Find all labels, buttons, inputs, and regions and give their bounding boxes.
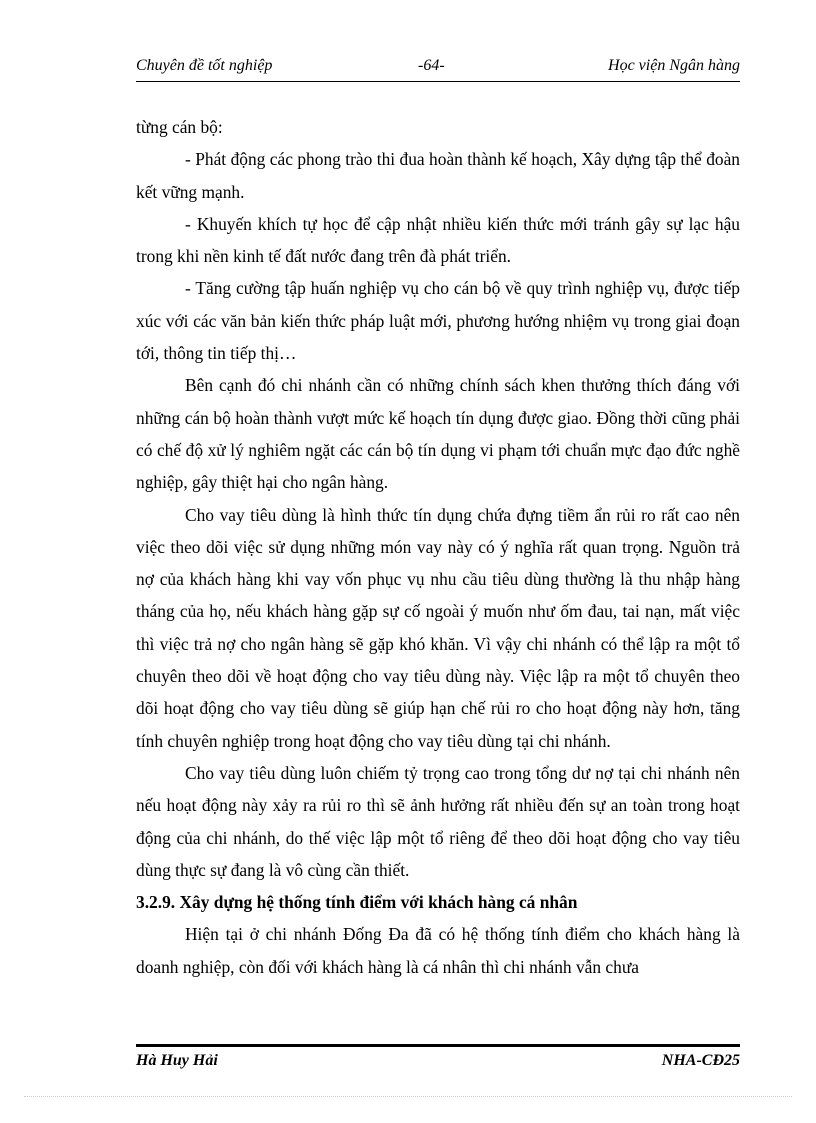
footer-author: Hà Huy Hải bbox=[136, 1052, 218, 1069]
section-heading: 3.2.9. Xây dựng hệ thống tính điểm với khách hàng cá nhân bbox=[136, 892, 578, 913]
page-bottom-border bbox=[24, 1096, 792, 1097]
header-institution: Học viện Ngân hàng bbox=[608, 57, 740, 74]
document-body bbox=[136, 111, 740, 983]
bullet-paragraph-2: - Khuyến khích tự học để cập nhật nhiều kiến thức mới tránh gây sự lạc hậu trong khi nền kinh tế đất nước đang trên đà phát triển. bbox=[136, 213, 740, 267]
footer-rule bbox=[136, 1044, 740, 1047]
paragraph-consumer-lending-share: Cho vay tiêu dùng luôn chiếm tỷ trọng cao trong tổng dư nợ tại chi nhánh nên nếu hoạt động này xảy ra rủi ro thì sẽ ảnh hưởng rất nhiều đến sự an toàn trong hoạt động của chi nhánh, do thế việc lập một tổ riêng để theo dõi hoạt động cho vay tiêu dùng thực sự đang là vô cùng cần thiết. bbox=[136, 762, 740, 880]
paragraph-continuation: từng cán bộ: bbox=[136, 117, 223, 137]
page-footer bbox=[136, 1052, 740, 1074]
header-page-number: -64- bbox=[418, 57, 445, 74]
paragraph-rewards: Bên cạnh đó chi nhánh cần có những chính sách khen thưởng thích đáng với những cán bộ hoàn thành vượt mức kế hoạch tín dụng được giao. Đồng thời cũng phải có chế độ xử lý nghiêm ngặt các cán bộ tín dụng vi phạm tới chuẩn mực đạo đức nghề nghiệp, gây thiệt hại cho ngân hàng. bbox=[136, 375, 740, 493]
header-document-type: Chuyên đề tốt nghiệp bbox=[136, 57, 273, 74]
bullet-paragraph-1: - Phát động các phong trào thi đua hoàn thành kế hoạch, Xây dựng tập thể đoàn kết vững mạnh. bbox=[136, 149, 740, 202]
paragraph-consumer-lending-risk: Cho vay tiêu dùng là hình thức tín dụng chứa đựng tiềm ẩn rủi ro rất cao nên việc theo dõi việc sử dụng những món vay này có ý nghĩa rất quan trọng. Nguồn trả nợ của khách hàng khi vay vốn phục vụ nhu cầu tiêu dùng thường là thu nhập hàng tháng của họ, nếu khách hàng gặp sự cố ngoài ý muốn như ốm đau, tai nạn, mất việc thì việc trả nợ cho ngân hàng sẽ gặp khó khăn. Vì vậy chi nhánh có thể lập ra một tổ chuyên theo dõi về hoạt động cho vay tiêu dùng này. Việc lập ra một tổ chuyên theo dõi hoạt động cho vay tiêu dùng sẽ giúp hạn chế rủi ro cho hoạt động này hơn, tăng tính chuyên nghiệp trong hoạt động cho vay tiêu dùng tại chi nhánh. bbox=[136, 504, 740, 751]
bullet-paragraph-3: - Tăng cường tập huấn nghiệp vụ cho cán bộ về quy trình nghiệp vụ, được tiếp xúc với các văn bản kiến thức pháp luật mới, phương hướng nhiệm vụ trong giai đoạn tới, thông tin tiếp thị… bbox=[136, 278, 740, 364]
page-header bbox=[136, 57, 740, 79]
header-rule bbox=[136, 81, 740, 82]
paragraph-scoring-system: Hiện tại ở chi nhánh Đống Đa đã có hệ thống tính điểm cho khách hàng là doanh nghiệp, còn đối với khách hàng là cá nhân thì chi nhánh vẫn chưa bbox=[136, 924, 740, 977]
footer-class-code: NHA-CĐ25 bbox=[661, 1052, 740, 1069]
